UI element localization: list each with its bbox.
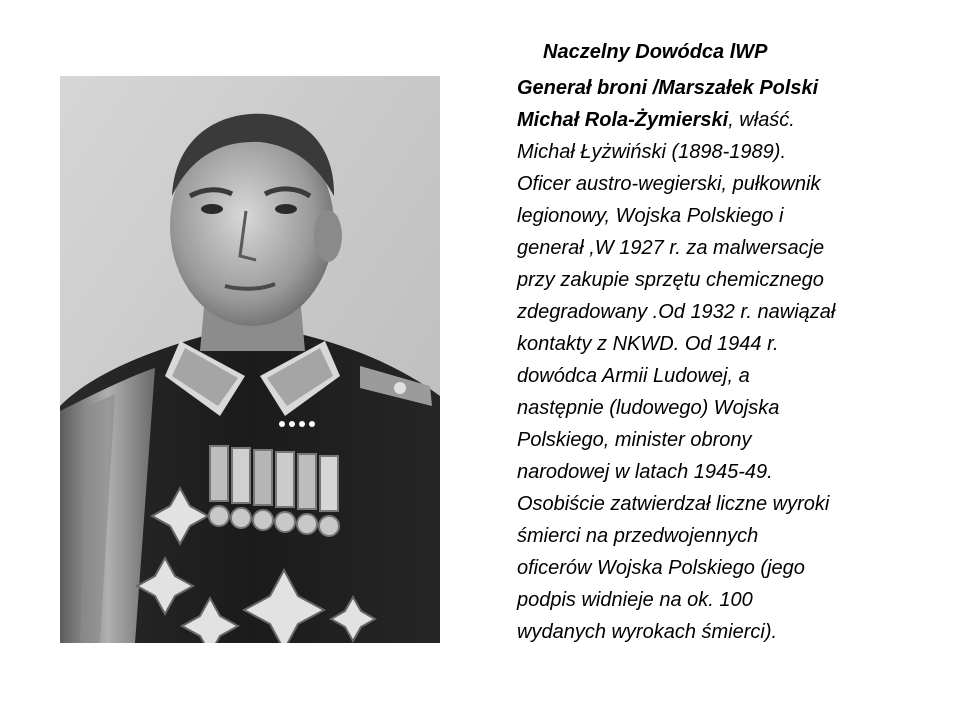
portrait-photo: [60, 76, 440, 643]
bio-line: następnie (ludowego) Wojska: [517, 397, 780, 419]
bio-line: zdegradowany .Od 1932 r. nawiązał: [517, 301, 836, 323]
bio-line: kontakty z NKWD. Od 1944 r.: [517, 333, 779, 355]
bio-line: Oficer austro-wegierski, pułkownik: [517, 173, 821, 195]
bio-line: przy zakupie sprzętu chemicznego: [517, 269, 824, 291]
bio-line: dowódca Armii Ludowej, a: [517, 365, 750, 387]
bio-line: śmierci na przedwojennych: [517, 525, 759, 547]
bio-line: podpis widnieje na ok. 100: [517, 589, 753, 611]
name-line-1: Generał broni /Marszałek Polski: [517, 77, 819, 99]
bio-line: wydanych wyrokach śmierci).: [517, 621, 778, 643]
bio-line: oficerów Wojska Polskiego (jego: [517, 557, 805, 579]
bio-line: Osobiście zatwierdzał liczne wyroki: [517, 493, 830, 515]
bio-line: Michał Łyżwiński (1898-1989).: [517, 141, 787, 163]
name-line-2: Michał Rola-Żymierski, właść.: [517, 109, 795, 131]
bio-line: Polskiego, minister obrony: [517, 429, 752, 451]
bio-line: legionowy, Wojska Polskiego i: [517, 205, 784, 227]
bio-line: narodowej w latach 1945-49.: [517, 461, 773, 483]
biography-text: [517, 72, 947, 648]
slide-heading: Naczelny Dowódca lWP: [543, 41, 768, 63]
bio-line: generał ,W 1927 r. za malwersacje: [517, 237, 825, 259]
